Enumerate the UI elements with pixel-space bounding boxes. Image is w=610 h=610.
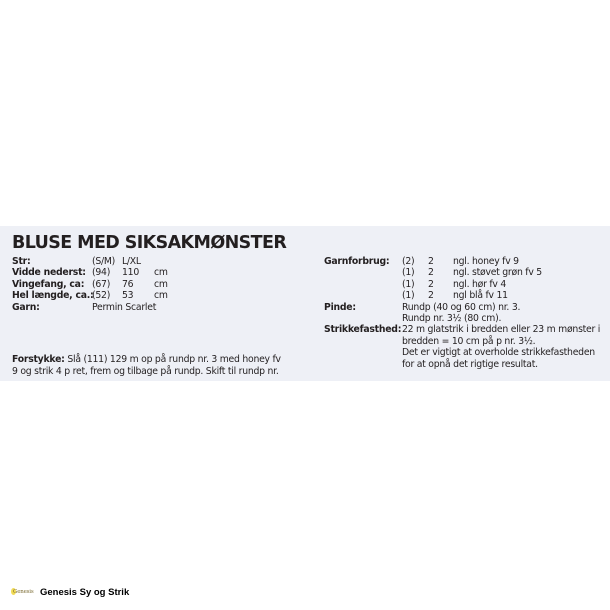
needles-row xyxy=(324,313,610,324)
spec-label: Garnforbrug: xyxy=(324,256,390,267)
yarn-qty-large: 2 xyxy=(428,267,434,279)
paragraph-line xyxy=(12,354,312,366)
spec-label: Str: xyxy=(12,256,31,267)
yarn-qty-small: (2) xyxy=(402,256,415,267)
gauge-row xyxy=(324,347,610,358)
spec-unit: cm xyxy=(154,290,168,302)
needles-row xyxy=(324,302,610,313)
brand-name: Genesis Sy og Strik xyxy=(40,586,130,598)
spec-value-small: (67) xyxy=(92,278,111,290)
spec-label: Garn: xyxy=(12,301,40,313)
footer-branding xyxy=(10,586,129,598)
genesis-logo xyxy=(10,587,32,597)
materials-specs xyxy=(324,256,610,381)
yarn-color: ngl. støvet grøn fv 5 xyxy=(453,267,542,279)
spec-value: Permin Scarlet xyxy=(92,301,157,313)
spec-label: Vidde nederst: xyxy=(12,267,86,279)
gauge-row xyxy=(324,336,610,347)
yarn-qty-large: 2 xyxy=(428,290,434,302)
yarn-color: ngl. honey fv 9 xyxy=(453,256,519,267)
spec-label: Strikkefasthed: xyxy=(324,324,402,336)
front-piece-instructions xyxy=(12,354,312,379)
yarn-color: ngl. hør fv 4 xyxy=(453,278,507,290)
yarn-qty-small: (1) xyxy=(402,267,415,279)
spec-row-yarn xyxy=(12,302,312,313)
yarn-qty-small: (1) xyxy=(402,290,415,302)
yarn-color: ngl blå fv 11 xyxy=(453,290,508,302)
gauge-row xyxy=(324,359,610,370)
gauge-line: Det er vigtigt at overholde strikkefastheden xyxy=(402,347,595,359)
logo-text: Genesis xyxy=(13,589,34,595)
paragraph-text: Slå (111) 129 m op på rundp nr. 3 med honey fv xyxy=(64,354,281,365)
yarn-usage-row xyxy=(324,267,610,278)
spec-row-size xyxy=(12,256,312,267)
needles-line: Rundp (40 og 60 cm) nr. 3. xyxy=(402,301,521,313)
yarn-qty-large: 2 xyxy=(428,278,434,290)
spec-value-small: (94) xyxy=(92,267,111,279)
paragraph-label: Forstykke: xyxy=(12,354,65,365)
size-specs xyxy=(12,256,312,316)
spec-label: Hel længde, ca.: xyxy=(12,290,94,302)
yarn-usage-row xyxy=(324,256,610,267)
gauge-line: for at opnå det rigtige resultat. xyxy=(402,358,538,370)
yarn-usage-row xyxy=(324,290,610,301)
paragraph-line: 9 og strik 4 p ret, frem og tilbage på rundp. Skift til rundp nr. xyxy=(12,366,279,378)
spec-value-large: 110 xyxy=(122,267,139,279)
spec-label: Vingefang, ca: xyxy=(12,278,85,290)
gauge-line: 22 m glatstrik i bredden eller 23 m mønster i xyxy=(402,324,601,336)
gauge-line: bredden = 10 cm på p nr. 3½. xyxy=(402,335,536,347)
spec-value-large: 53 xyxy=(122,290,134,302)
spec-unit: cm xyxy=(154,267,168,279)
spec-row-width xyxy=(12,267,312,278)
spec-value-small: (S/M) xyxy=(92,256,116,267)
spec-row-length xyxy=(12,290,312,301)
spec-row-wingspan xyxy=(12,279,312,290)
needles-line: Rundp nr. 3½ (80 cm). xyxy=(402,312,502,324)
spec-value-large: 76 xyxy=(122,278,134,290)
gauge-row xyxy=(324,324,610,335)
spec-label: Pinde: xyxy=(324,301,356,313)
yarn-qty-small: (1) xyxy=(402,278,415,290)
spec-value-small: (52) xyxy=(92,290,111,302)
pattern-title: BLUSE MED SIKSAKMØNSTER xyxy=(12,233,287,253)
yarn-usage-row xyxy=(324,279,610,290)
spec-value-large: L/XL xyxy=(122,256,141,267)
yarn-qty-large: 2 xyxy=(428,256,434,267)
spec-unit: cm xyxy=(154,278,168,290)
